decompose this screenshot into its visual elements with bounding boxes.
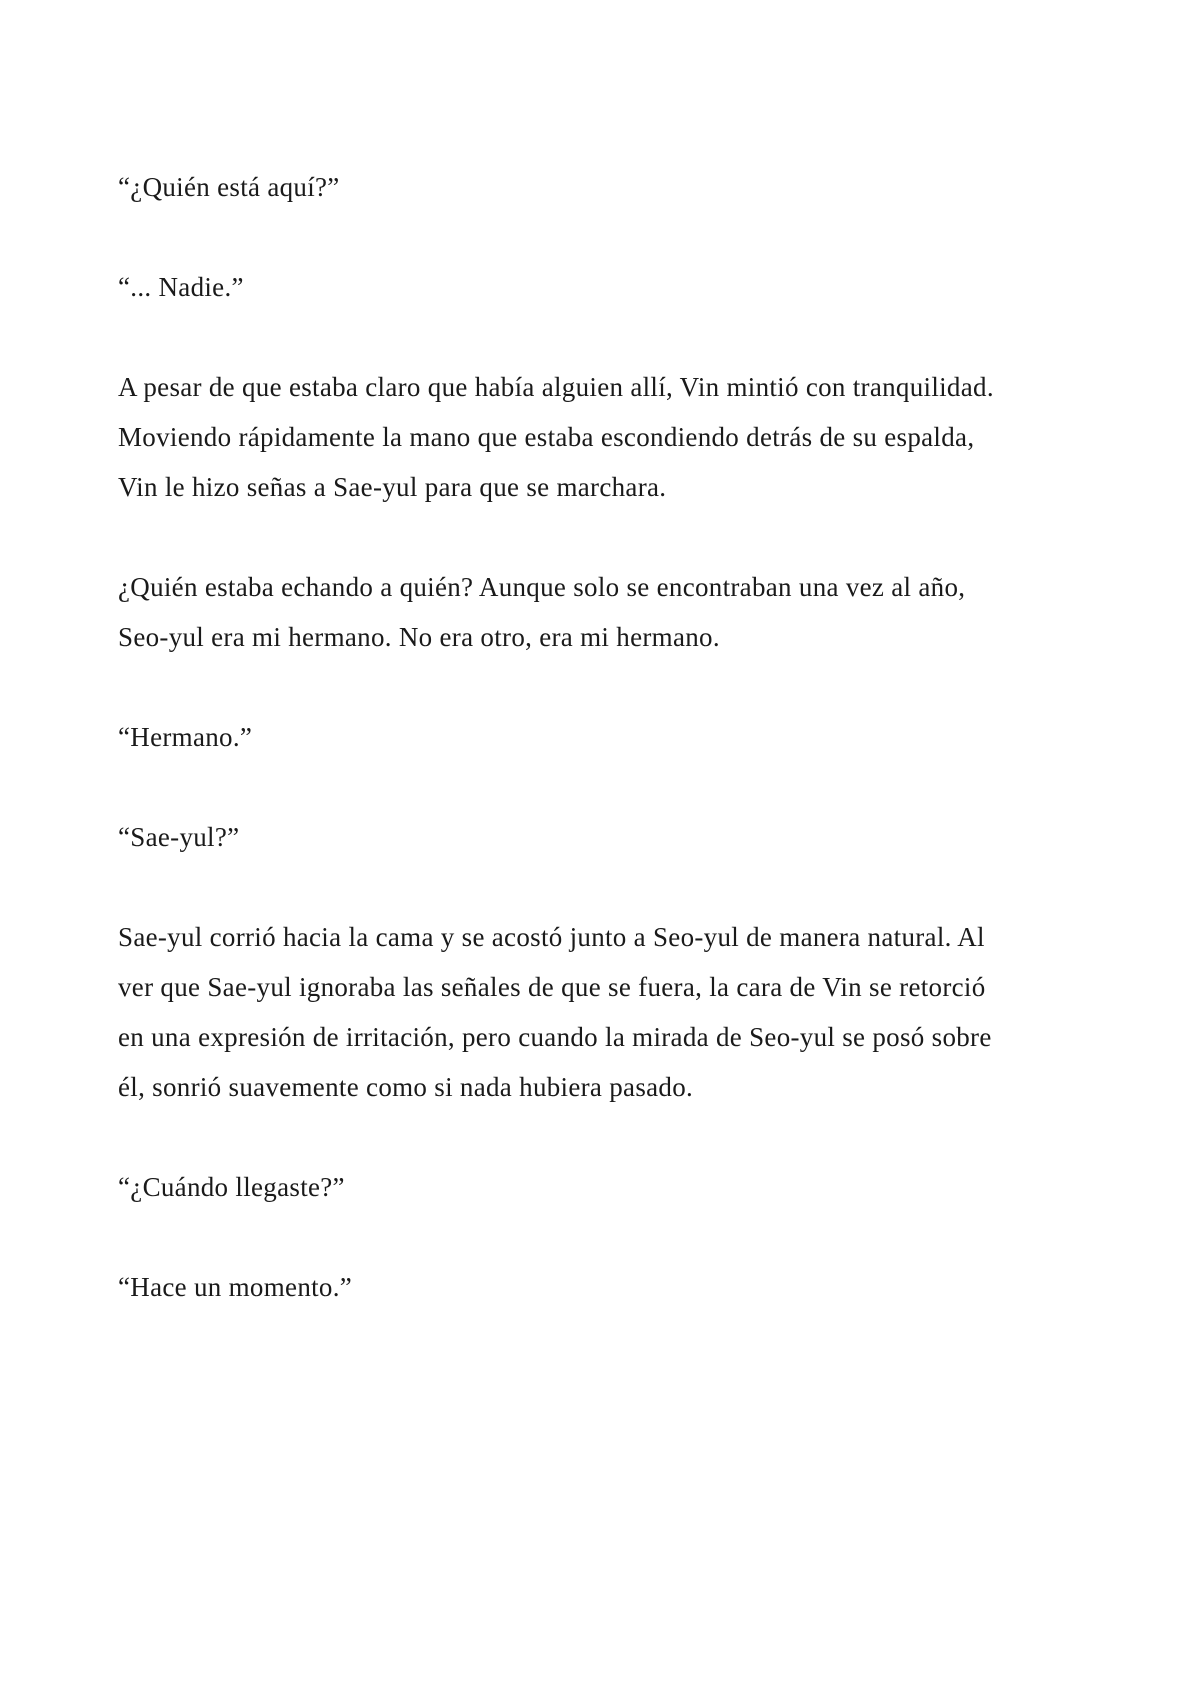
narrative-paragraph: ¿Quién estaba echando a quién? Aunque solo se encontraban una vez al año, Seo-yul era mi hermano. No era otro, era mi hermano. [118, 572, 966, 652]
dialogue-line: “... Nadie.” [118, 272, 244, 302]
dialogue-line: “Sae-yul?” [118, 822, 240, 852]
dialogue-line: “Hace un momento.” [118, 1272, 353, 1302]
dialogue-line: “Hermano.” [118, 722, 253, 752]
narrative-paragraph: A pesar de que estaba claro que había alguien allí, Vin mintió con tranquilidad. Moviendo rápidamente la mano que estaba escondiendo detrás de su espalda, Vin le hizo señas a Sae-yul para que se marchara. [118, 372, 994, 502]
narrative-paragraph: Sae-yul corrió hacia la cama y se acostó junto a Seo-yul de manera natural. Al ver que Sae-yul ignoraba las señales de que se fuera, la cara de Vin se retorció en una expresión de irritación, pero cuando la mirada de Seo-yul se posó sobre él, sonrió suavemente como si nada hubiera pasado. [118, 922, 992, 1102]
dialogue-line: “¿Cuándo llegaste?” [118, 1172, 345, 1202]
document-page [118, 162, 998, 1362]
dialogue-line: “¿Quién está aquí?” [118, 172, 340, 202]
